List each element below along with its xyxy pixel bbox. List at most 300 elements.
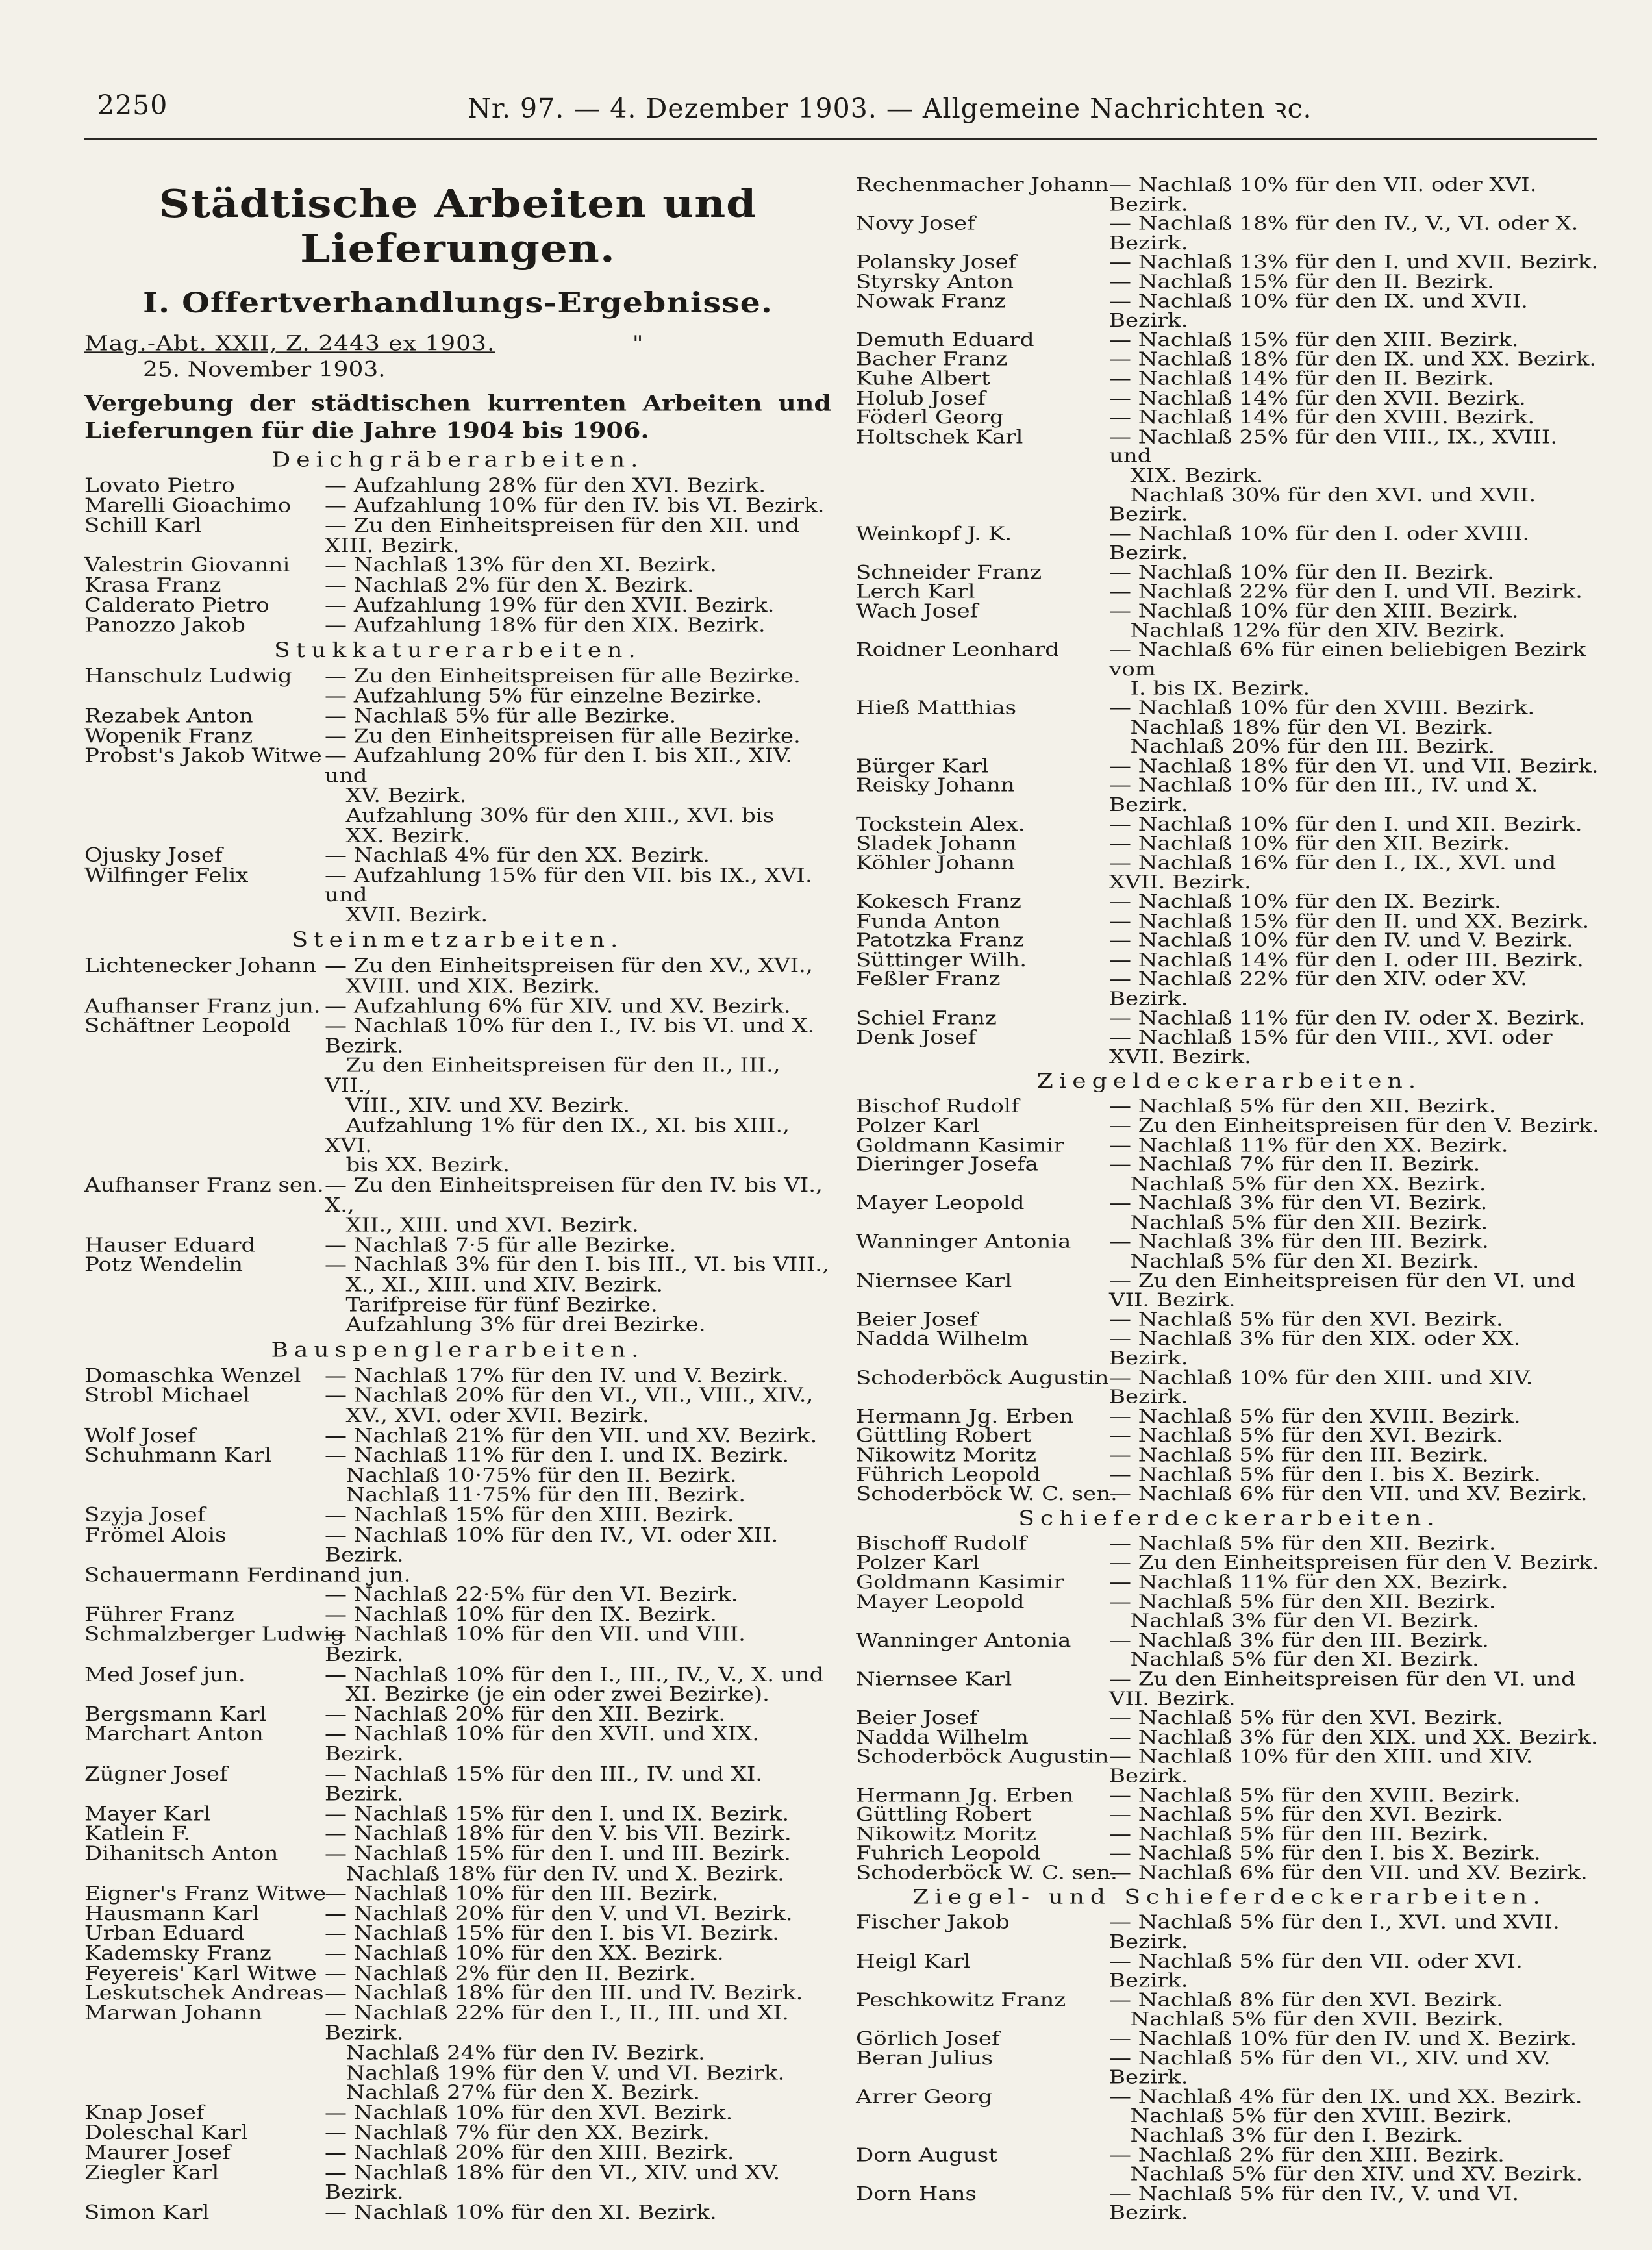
- award-entry: [856, 1728, 1603, 1747]
- contractor-name: Schoderböck Augustin: [856, 1366, 1109, 1389]
- contractor-name: Dihanitsch Anton: [84, 1842, 279, 1866]
- award-terms: — Zu den Einheitspreisen für den VI. und VII. Bezirk.: [1109, 1269, 1583, 1312]
- award-terms: — Nachlaß 5% für den III. Bezirk.: [1109, 1444, 1489, 1467]
- award-terms: — Nachlaß 5% für den XII. Bezirk.: [1109, 1532, 1496, 1555]
- contractor-name: Führich Leopold: [856, 1463, 1041, 1486]
- award-entry: [856, 272, 1603, 292]
- award-terms: — Nachlaß 5% für den XVI. Bezirk.: [1109, 1424, 1503, 1447]
- award-entry: [84, 1923, 831, 1944]
- award-terms: — Nachlaß 14% für den II. Bezirk.: [1109, 367, 1494, 390]
- contractor-name: Marchart Anton: [84, 1723, 264, 1746]
- contractor-name: Bürger Karl: [856, 755, 989, 778]
- sub-title: I. Offertverhandlungs-Ergebnisse.: [143, 286, 773, 319]
- award-entry: [856, 524, 1603, 563]
- award-entry: [856, 969, 1603, 1008]
- award-entry: [856, 582, 1603, 602]
- contractor-name: Holtschek Karl: [856, 425, 1023, 448]
- contractor-name: Feßler Franz: [856, 968, 1001, 991]
- award-entry: [84, 1423, 831, 1447]
- award-terms: — Nachlaß 20% für den XII. Bezirk.: [325, 1703, 726, 1726]
- award-terms: — Zu den Einheitspreisen für alle Bezirke. — Aufzahlung 5% für einzelne Bezirke.: [325, 664, 801, 708]
- award-entry: [84, 1255, 831, 1335]
- reference-mark: ": [632, 332, 644, 356]
- contractor-name: Schoderböck W. C. sen.: [856, 1482, 1118, 1505]
- award-terms: — Nachlaß 5% für den XVIII. Bezirk.: [1109, 1784, 1521, 1807]
- award-entry: [856, 2087, 1603, 2145]
- award-entry: [856, 1484, 1603, 1504]
- award-terms: — Nachlaß 22% für den XIV. oder XV. Bezirk.: [1109, 968, 1534, 1010]
- award-entry: [84, 1964, 831, 1984]
- contractor-name: Demuth Eduard: [856, 329, 1034, 351]
- contractor-name: Wolf Josef: [84, 1423, 196, 1447]
- award-terms: — Aufzahlung 15% für den VII. bis IX., XVI. und XVII. Bezirk.: [325, 864, 812, 927]
- award-terms: — Nachlaß 15% für den XIII. Bezirk.: [325, 1503, 734, 1527]
- award-entry: [84, 1505, 831, 1525]
- award-terms: — Nachlaß 10% für den IV., VI. oder XII. Bezirk.: [325, 1523, 786, 1567]
- contractor-name: Nadda Wilhelm: [856, 1327, 1029, 1351]
- award-terms: — Nachlaß 10% für den VII. oder XVI. Bezirk.: [1109, 173, 1544, 216]
- award-entry: [856, 1155, 1603, 1194]
- award-entry: [856, 1534, 1603, 1553]
- award-entry: [856, 175, 1603, 214]
- award-terms: — Nachlaß 3% für den XIX. und XX. Bezirk.: [1109, 1726, 1598, 1749]
- contractor-name: Funda Anton: [856, 910, 1001, 932]
- award-terms: — Aufzahlung 18% für den XIX. Bezirk.: [325, 613, 766, 637]
- award-terms: — Nachlaß 5% für den VII. oder XVI. Bezirk.: [1109, 1949, 1530, 1992]
- contractor-name: Schoderböck Augustin: [856, 1745, 1109, 1768]
- award-entry: [84, 1665, 831, 1705]
- award-terms: — Nachlaß 20% für den VI., VII., VIII., XIV., XV., XVI. oder XVII. Bezirk.: [325, 1384, 814, 1427]
- contractor-name: Tockstein Alex.: [856, 813, 1025, 836]
- award-terms: — Nachlaß 14% für den I. oder III. Bezirk.: [1109, 948, 1584, 971]
- award-entry: [856, 292, 1603, 331]
- award-terms: — Nachlaß 10% für den II. Bezirk.: [1109, 561, 1494, 584]
- award-terms: — Nachlaß 3% für den XIX. oder XX. Bezirk.: [1109, 1327, 1528, 1369]
- award-terms: — Aufzahlung 10% für den IV. bis VI. Bezirk.: [325, 494, 825, 518]
- contractor-name: Goldmann Kasimir: [856, 1134, 1064, 1156]
- award-entry: [856, 912, 1603, 931]
- award-terms: — Nachlaß 2% für den II. Bezirk.: [325, 1962, 696, 1985]
- section-heading: Ziegel- und Schieferdeckerarbeiten.: [912, 1886, 1546, 1909]
- award-terms: — Nachlaß 5% für den IV., V. und VI. Bezirk.: [1109, 2182, 1526, 2225]
- contractor-name: Schmalzberger Ludwig: [84, 1623, 345, 1647]
- award-entry: [856, 408, 1603, 427]
- award-terms: — Nachlaß 3% für den I. bis III., VI. bis VIII., X., XI., XIII. und XIV. Bezirk. Tarifpreise für fünf Bezirke. Aufzahlung 3% für drei Bezirke.: [325, 1253, 829, 1336]
- award-terms: — Zu den Einheitspreisen für den V. Bezirk.: [1109, 1114, 1599, 1137]
- contractor-name: Hanschulz Ludwig: [84, 664, 292, 688]
- award-entry: [84, 1725, 831, 1764]
- award-terms: — Nachlaß 15% für den I. und IX. Bezirk.: [325, 1802, 790, 1826]
- award-entry: [84, 2123, 831, 2143]
- contractor-name: Dorn Hans: [856, 2182, 977, 2205]
- award-terms: — Nachlaß 17% für den IV. und V. Bezirk.: [325, 1364, 789, 1388]
- contractor-name: Föderl Georg: [856, 406, 1004, 429]
- main-title: Städtische Arbeiten und Lieferungen.: [158, 181, 757, 271]
- award-entry: [84, 516, 831, 555]
- award-entry: [856, 815, 1603, 834]
- award-terms: — Nachlaß 18% für den VI. und VII. Bezirk.: [1109, 755, 1599, 778]
- award-entry: [856, 756, 1603, 776]
- section-heading: Steinmetzarbeiten.: [292, 929, 624, 953]
- award-entry: [84, 706, 831, 727]
- award-terms: — Nachlaß 18% für den V. bis VII. Bezirk.: [325, 1822, 792, 1845]
- contractor-name: Eigner's Franz Witwe: [84, 1882, 327, 1905]
- award-terms: — Nachlaß 10% für den XI. Bezirk.: [325, 2201, 717, 2224]
- award-entry: [856, 563, 1603, 582]
- contractor-name: Polzer Karl: [856, 1114, 980, 1137]
- award-entry: [84, 845, 831, 866]
- award-entry: [856, 1747, 1603, 1786]
- award-terms: — Nachlaß 11% für den XX. Bezirk.: [1109, 1134, 1508, 1156]
- award-entry: [856, 1805, 1603, 1825]
- award-entry: [856, 1008, 1603, 1028]
- award-terms: — Nachlaß 10% für den IX. Bezirk.: [1109, 890, 1501, 913]
- contractor-name: Köhler Johann: [856, 851, 1015, 875]
- contractor-name: Leskutschek Andreas: [84, 1981, 324, 2005]
- award-entry: [856, 601, 1603, 640]
- award-terms: — Nachlaß 5% für den VI., XIV. und XV. Bezirk.: [1109, 2047, 1558, 2089]
- right-column: [856, 175, 1603, 2223]
- award-terms: — Nachlaß 10% für den III., IV. und X. Bezirk.: [1109, 774, 1546, 816]
- award-entry: [84, 866, 831, 925]
- contractor-name: Aufhanser Franz jun.: [84, 994, 321, 1018]
- contractor-name: Strobl Michael: [84, 1384, 251, 1408]
- contractor-name: Kademsky Franz: [84, 1942, 271, 1965]
- contractor-name: Ziegler Karl: [84, 2160, 219, 2184]
- award-entry: [856, 1990, 1603, 2029]
- award-terms: — Nachlaß 16% für den I., IX., XVI. und XVII. Bezirk.: [1109, 851, 1564, 894]
- award-entry: [856, 253, 1603, 272]
- contractor-name: Zügner Josef: [84, 1762, 228, 1786]
- award-terms: — Nachlaß 10% für den IV. und V. Bezirk.: [1109, 929, 1573, 952]
- contractor-name: Holub Josef: [856, 386, 986, 410]
- award-entry: [856, 1913, 1603, 1952]
- award-entry: [856, 1445, 1603, 1465]
- header-rule: [84, 138, 1597, 140]
- award-terms: — Nachlaß 5% für alle Bezirke.: [325, 704, 677, 728]
- award-terms: — Nachlaß 10% für den XVI. Bezirk.: [325, 2101, 733, 2125]
- contractor-name: Panozzo Jakob: [84, 613, 245, 637]
- award-terms: — Nachlaß 22% für den I., II., III. und XI. Bezirk. Nachlaß 24% für den IV. Bezirk. Nachlaß 19% für den V. und VI. Bezirk. Nachlaß 27% für den X. Bezirk.: [325, 2001, 789, 2105]
- contractor-name: Reisky Johann: [856, 774, 1015, 797]
- award-terms: — Nachlaß 15% für den II. und XX. Bezirk.: [1109, 910, 1590, 932]
- award-terms: — Zu den Einheitspreisen für alle Bezirke.: [325, 724, 801, 747]
- contractor-name: Güttling Robert: [856, 1803, 1032, 1826]
- contractor-name: Kuhe Albert: [856, 367, 990, 390]
- contractor-name: Domaschka Wenzel: [84, 1364, 301, 1388]
- award-terms: — Nachlaß 4% für den XX. Bezirk.: [325, 844, 710, 868]
- contractor-name: Krasa Franz: [84, 573, 221, 597]
- award-entry: [856, 950, 1603, 969]
- award-terms: — Nachlaß 11% für den I. und IX. Bezirk. Nachlaß 10·75% für den II. Bezirk. Nachlaß 11·75% für den III. Bezirk.: [325, 1444, 790, 1507]
- award-terms: — Nachlaß 2% für den X. Bezirk.: [325, 573, 694, 597]
- award-terms: — Nachlaß 22·5% für den VI. Bezirk.: [325, 1583, 738, 1606]
- award-entry: [856, 1708, 1603, 1728]
- contractor-name: Marwan Johann: [84, 2001, 262, 2025]
- award-terms: — Nachlaß 10% für den IX. Bezirk.: [325, 1603, 717, 1627]
- contractor-name: Wanninger Antonia: [856, 1629, 1071, 1652]
- contractor-name: Nowak Franz: [856, 290, 1006, 312]
- award-terms: — Nachlaß 5% für den XVI. Bezirk.: [1109, 1803, 1503, 1826]
- contractor-name: Sladek Johann: [856, 832, 1017, 855]
- award-terms: — Nachlaß 20% für den V. und VI. Bezirk.: [325, 1902, 793, 1925]
- award-entry: [856, 1631, 1603, 1669]
- award-entry: [84, 496, 831, 516]
- contractor-name: Hausmann Karl: [84, 1902, 260, 1925]
- contractor-name: Hermann Jg. Erben: [856, 1784, 1074, 1807]
- contractor-name: Polansky Josef: [856, 251, 1017, 274]
- award-terms: — Nachlaß 15% für den I. bis VI. Bezirk.: [325, 1921, 780, 1945]
- award-entry: [84, 1175, 831, 1235]
- contractor-name: Mayer Karl: [84, 1802, 211, 1826]
- award-terms: — Zu den Einheitspreisen für den IV. bis VI., X., XII., XIII. und XVI. Bezirk.: [325, 1173, 823, 1237]
- reference-number: Mag.-Abt. XXII, Z. 2443 ex 1903.: [84, 332, 495, 356]
- award-terms: — Nachlaß 6% für einen beliebigen Bezirk vom I. bis IX. Bezirk.: [1109, 638, 1586, 700]
- award-entry: [84, 1605, 831, 1625]
- contractor-name: Szyja Josef: [84, 1503, 206, 1527]
- award-entry: [856, 1310, 1603, 1329]
- award-entry: [84, 1565, 831, 1585]
- contractor-name: Lichtenecker Johann: [84, 955, 317, 978]
- contractor-name: Frömel Alois: [84, 1523, 227, 1547]
- award-entry: [856, 1426, 1603, 1445]
- award-terms: — Nachlaß 25% für den VIII., IX., XVIII. und XIX. Bezirk. Nachlaß 30% für den XVI. und XVII. Bezirk.: [1109, 425, 1558, 526]
- award-terms: — Nachlaß 5% für den I. bis X. Bezirk.: [1109, 1463, 1541, 1486]
- award-entry: [84, 2160, 831, 2205]
- award-entry: [856, 347, 1603, 371]
- contractor-name: Polzer Karl: [856, 1551, 980, 1574]
- award-terms: — Nachlaß 4% für den IX. und XX. Bezirk. Nachlaß 5% für den XVIII. Bezirk. Nachlaß 3% für den I. Bezirk.: [1109, 2085, 1583, 2147]
- award-entry: [856, 834, 1603, 853]
- contractor-name: Fuhrich Leopold: [856, 1842, 1041, 1865]
- award-terms: — Zu den Einheitspreisen für den XII. und XIII. Bezirk.: [325, 514, 807, 557]
- award-terms: — Nachlaß 5% für den I., XVI. und XVII. Bezirk.: [1109, 1911, 1567, 1953]
- award-entry: [84, 1445, 831, 1505]
- award-entry: [856, 1368, 1603, 1407]
- award-terms: — Nachlaß 15% für den II. Bezirk.: [1109, 270, 1494, 294]
- award-entry: [856, 2029, 1603, 2049]
- contractor-name: Wach Josef: [856, 599, 979, 623]
- award-entry: [856, 1465, 1603, 1484]
- award-entry: [84, 1705, 831, 1725]
- award-entry: [856, 1271, 1603, 1310]
- award-terms: — Zu den Einheitspreisen für den XV., XVI., XVIII. und XIX. Bezirk.: [325, 955, 813, 998]
- award-entry: [856, 1669, 1603, 1708]
- award-terms: — Nachlaß 18% für den VI., XIV. und XV. Bezirk.: [325, 2160, 788, 2205]
- contractor-name: Peschkowitz Franz: [856, 1988, 1066, 2012]
- contractor-name: Süttinger Wilh.: [856, 948, 1027, 971]
- contractor-name: Heigl Karl: [856, 1949, 971, 1973]
- award-terms: — Nachlaß 11% für den XX. Bezirk.: [1109, 1571, 1508, 1594]
- award-entry: [84, 1844, 831, 1884]
- contractor-name: Wanninger Antonia: [856, 1231, 1071, 1253]
- award-terms: — Nachlaß 10% für den XVII. und XIX. Bezirk.: [325, 1723, 767, 1766]
- award-entry: [856, 1028, 1603, 1067]
- contractor-name: Schäftner Leopold: [84, 1014, 291, 1038]
- award-entry: [84, 746, 831, 845]
- award-terms: — Nachlaß 2% für den XIII. Bezirk. Nachlaß 5% für den XIV. und XV. Bezirk.: [1109, 2144, 1583, 2186]
- contractor-name: Rechenmacher Johann: [856, 173, 1109, 196]
- award-terms: — Nachlaß 10% für den XVIII. Bezirk. Nachlaß 18% für den VI. Bezirk. Nachlaß 20% für den III. Bezirk.: [1109, 697, 1535, 758]
- contractor-name: Lerch Karl: [856, 580, 975, 603]
- contractor-name: Schuhmann Karl: [84, 1444, 271, 1468]
- award-entry: [856, 214, 1603, 253]
- award-entry: [84, 956, 831, 996]
- award-entry: [856, 1406, 1603, 1426]
- award-entry: [856, 1097, 1603, 1116]
- award-entry: [856, 1194, 1603, 1232]
- award-terms: — Nachlaß 3% für den III. Bezirk. Nachlaß 5% für den XI. Bezirk.: [1109, 1629, 1489, 1671]
- contractor-name: Dieringer Josefa: [856, 1153, 1038, 1176]
- award-terms: — Nachlaß 10% für den IX. und XVII. Bezirk.: [1109, 290, 1535, 332]
- award-entry: [856, 1136, 1603, 1155]
- section-heading: Stukkaturerarbeiten.: [274, 638, 642, 662]
- contractor-name: Hieß Matthias: [856, 697, 1017, 719]
- contractor-name: Maurer Josef: [84, 2141, 231, 2164]
- contractor-name: Niernsee Karl: [856, 1668, 1012, 1690]
- award-entry: [84, 1235, 831, 1255]
- award-terms: — Nachlaß 10% für den I., IV. bis VI. und X. Bezirk. Zu den Einheitspreisen für den II., III., VII., VIII., XIV. und XV. Bezirk. Aufzahlung 1% für den IX., XI. bis XIII., XVI. bis XX. Bezirk.: [325, 1014, 815, 1177]
- award-terms: — Nachlaß 13% für den I. und XVII. Bezirk.: [1109, 251, 1599, 274]
- award-terms: — Nachlaß 14% für den XVIII. Bezirk.: [1109, 406, 1535, 429]
- award-entry: [84, 1824, 831, 1844]
- contractor-name: Wopenik Franz: [84, 724, 253, 747]
- award-entry: [856, 331, 1603, 350]
- section-heading: Ziegeldeckerarbeiten.: [1036, 1069, 1422, 1094]
- award-terms: — Aufzahlung 19% für den XVII. Bezirk.: [325, 594, 775, 617]
- award-entry: [856, 369, 1603, 388]
- award-terms: — Nachlaß 15% für den I. und III. Bezirk. Nachlaß 18% für den IV. und X. Bezirk.: [325, 1842, 791, 1886]
- award-terms: — Nachlaß 10% für den XX. Bezirk.: [325, 1942, 724, 1965]
- award-terms: — Nachlaß 22% für den I. und VII. Bezirk.: [1109, 580, 1583, 603]
- contractor-name: Nadda Wilhelm: [856, 1726, 1029, 1749]
- contractor-name: Güttling Robert: [856, 1424, 1032, 1447]
- left-column: [84, 175, 831, 2223]
- award-entry: [84, 613, 831, 637]
- award-terms: — Nachlaß 10% für den XII. Bezirk.: [1109, 832, 1510, 855]
- award-entry: [84, 996, 831, 1016]
- award-entry: [856, 699, 1603, 757]
- award-terms: — Nachlaß 10% für den I. oder XVIII. Bezirk.: [1109, 522, 1537, 564]
- award-terms: — Nachlaß 11% für den IV. oder X. Bezirk.: [1109, 1006, 1586, 1029]
- intro-heading: Vergebung der städtischen kurrenten Arbeiten und Lieferungen für die Jahre 1904 bis 1906.: [84, 390, 831, 444]
- award-terms: — Nachlaß 10% für den I., III., IV., V., X. und XI. Bezirke (je ein oder zwei Bezirke).: [325, 1663, 824, 1706]
- award-terms: — Nachlaß 5% für den XII. Bezirk.: [1109, 1095, 1496, 1118]
- award-entry: [84, 575, 831, 595]
- award-entry: [856, 1553, 1603, 1573]
- contractor-name: Görlich Josef: [856, 2027, 1000, 2050]
- award-entry: [84, 595, 831, 616]
- left-column-body: [84, 448, 831, 2222]
- award-entry: [856, 1232, 1603, 1271]
- award-entry: [84, 1764, 831, 1804]
- award-entry: [84, 1525, 831, 1565]
- contractor-name: Hauser Eduard: [84, 1233, 256, 1257]
- contractor-name: Hermann Jg. Erben: [856, 1405, 1074, 1428]
- contractor-name: Potz Wendelin: [84, 1253, 244, 1277]
- award-entry: [84, 1366, 831, 1386]
- contractor-name: Patotzka Franz: [856, 929, 1024, 952]
- section-heading: Bauspenglerarbeiten.: [271, 1338, 645, 1362]
- award-terms: — Nachlaß 14% für den XVII. Bezirk.: [1109, 386, 1526, 410]
- award-entry: [856, 2145, 1603, 2184]
- award-entry: [856, 892, 1603, 912]
- award-terms: — Nachlaß 10% für den XIII. und XIV. Bezirk.: [1109, 1366, 1540, 1408]
- award-entry: [84, 1983, 831, 2003]
- contractor-name: Beier Josef: [856, 1308, 978, 1331]
- contractor-name: Roidner Leonhard: [856, 638, 1060, 661]
- award-terms: — Nachlaß 6% für den VII. und XV. Bezirk.: [1109, 1482, 1588, 1505]
- award-entry: [84, 1884, 831, 1904]
- award-entry: [84, 2103, 831, 2123]
- contractor-name: Beier Josef: [856, 1706, 978, 1729]
- contractor-name: Aufhanser Franz sen.: [84, 1173, 324, 1197]
- contractor-name: Urban Eduard: [84, 1921, 245, 1945]
- award-entry: [84, 1625, 831, 1664]
- section-heading: Schieferdeckerarbeiten.: [1018, 1506, 1440, 1531]
- contractor-name: Arrer Georg: [856, 2085, 993, 2108]
- award-terms: — Nachlaß 21% für den VII. und XV. Bezirk.: [325, 1423, 818, 1447]
- award-entry: [856, 1592, 1603, 1631]
- award-entry: [856, 427, 1603, 524]
- contractor-name: Mayer Leopold: [856, 1192, 1025, 1215]
- award-terms: — Nachlaß 15% für den VIII., XVI. oder XVII. Bezirk.: [1109, 1026, 1560, 1068]
- award-entry: [84, 2003, 831, 2103]
- issue-title: Nr. 97. — 4. Dezember 1903. — Allgemeine Nachrichten ꝛc.: [468, 93, 1312, 124]
- section-heading: Deichgräberarbeiten.: [271, 448, 644, 472]
- award-entry: [856, 931, 1603, 951]
- contractor-name: [84, 1585, 325, 1605]
- contractor-name: Knap Josef: [84, 2101, 205, 2125]
- contractor-name: Wilfinger Felix: [84, 864, 249, 887]
- award-terms: — Nachlaß 10% für den IV. und X. Bezirk.: [1109, 2027, 1577, 2050]
- award-entry: [84, 726, 831, 746]
- contractor-name: Styrsky Anton: [856, 270, 1014, 294]
- award-terms: — Nachlaß 18% für den IX. und XX. Bezirk.: [1109, 347, 1597, 371]
- award-entry: [856, 1863, 1603, 1882]
- award-terms: — Nachlaß 8% für den XVI. Bezirk. Nachlaß 5% für den XVII. Bezirk.: [1109, 1988, 1504, 2031]
- award-terms: [325, 1565, 831, 1585]
- contractor-name: Katlein F.: [84, 1822, 191, 1845]
- award-entry: [84, 2143, 831, 2163]
- contractor-name: Schneider Franz: [856, 561, 1042, 584]
- award-terms: — Nachlaß 5% für den XII. Bezirk. Nachlaß 3% für den VI. Bezirk.: [1109, 1590, 1496, 1632]
- award-entry: [84, 2203, 831, 2223]
- award-terms: — Nachlaß 15% für den XIII. Bezirk.: [1109, 329, 1519, 351]
- award-terms: — Nachlaß 6% für den VII. und XV. Bezirk.: [1109, 1861, 1588, 1884]
- right-column-body: [856, 175, 1603, 2223]
- award-terms: — Nachlaß 7% für den II. Bezirk. Nachlaß 5% für den XX. Bezirk.: [1109, 1153, 1486, 1195]
- award-terms: — Zu den Einheitspreisen für den V. Bezirk.: [1109, 1551, 1599, 1574]
- contractor-name: Kokesch Franz: [856, 890, 1021, 913]
- award-entry: [856, 640, 1603, 699]
- award-entry: [84, 1904, 831, 1924]
- award-terms: — Nachlaß 3% für den III. Bezirk. Nachlaß 5% für den XI. Bezirk.: [1109, 1231, 1489, 1273]
- contractor-name: Med Josef jun.: [84, 1663, 245, 1686]
- contractor-name: Lovato Pietro: [84, 474, 235, 497]
- award-entry: [856, 1949, 1603, 1992]
- contractor-name: Simon Karl: [84, 2201, 210, 2224]
- award-entry: [856, 853, 1603, 892]
- contractor-name: Führer Franz: [84, 1603, 234, 1627]
- contractor-name: Schoderböck W. C. sen.: [856, 1861, 1118, 1884]
- contractor-name: Schiel Franz: [856, 1006, 997, 1029]
- award-terms: — Nachlaß 10% für den III. Bezirk.: [325, 1882, 719, 1905]
- award-entry: [856, 2049, 1603, 2088]
- award-terms: — Nachlaß 5% für den XVIII. Bezirk.: [1109, 1405, 1521, 1428]
- contractor-name: Weinkopf J. K.: [856, 522, 1012, 545]
- award-terms: — Nachlaß 3% für den VI. Bezirk. Nachlaß 5% für den XII. Bezirk.: [1109, 1192, 1488, 1234]
